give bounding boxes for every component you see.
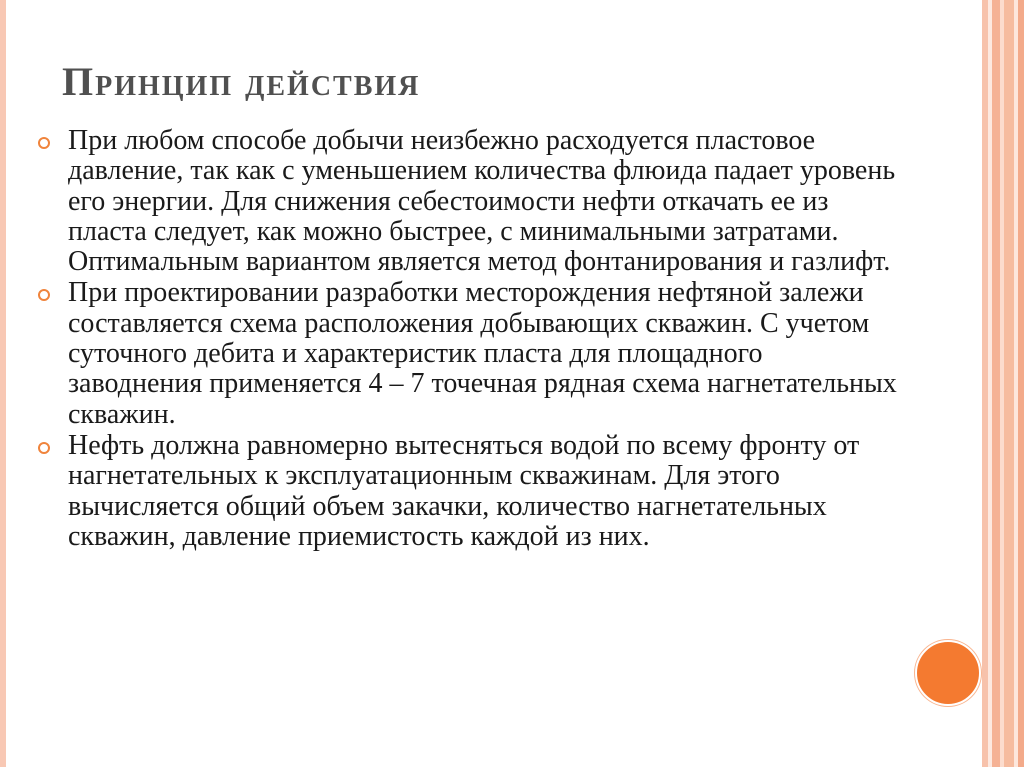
bullet-text: Нефть должна равномерно вытесняться водой по всему фронту от нагнетательных к эксплуатационным скважинам. Для этого вычисляется общий объем закачки, количество нагнетательных скважин, давление приемистость каждой из них. bbox=[68, 429, 860, 552]
stripe-7 bbox=[1018, 0, 1024, 767]
ring-bullet-icon bbox=[38, 289, 50, 301]
bullet-text: При проектировании разработки месторождения нефтяной залежи составляется схема расположения добывающих скважин. С учетом суточного дебита и характеристик пласта для площадного заводнения применяется 4 – 7 точечная рядная схема нагнетательных скважин. bbox=[68, 277, 897, 430]
stripe-5 bbox=[1004, 0, 1014, 767]
stripe-3 bbox=[992, 0, 1000, 767]
bullet-item-production-pressure bbox=[38, 126, 898, 277]
bullet-item-well-layout bbox=[38, 278, 898, 429]
bullet-list bbox=[38, 126, 898, 553]
decorative-stripes bbox=[982, 0, 1024, 767]
bullet-item-water-displacement bbox=[38, 431, 898, 552]
bullet-text: При любом способе добычи неизбежно расходуется пластовое давление, так как с уменьшением количества флюида падает уровень его энергии. Для снижения себестоимости нефти откачать ее из пласта следует, как можно быстрее, с минимальными затратами. Оптимальным вариантом является метод фонтанирования и газлифт. bbox=[68, 125, 896, 278]
slide-title: Принцип действия bbox=[62, 59, 421, 104]
ring-bullet-icon bbox=[38, 442, 50, 454]
decorative-circle bbox=[915, 640, 981, 706]
ring-bullet-icon bbox=[38, 137, 50, 149]
